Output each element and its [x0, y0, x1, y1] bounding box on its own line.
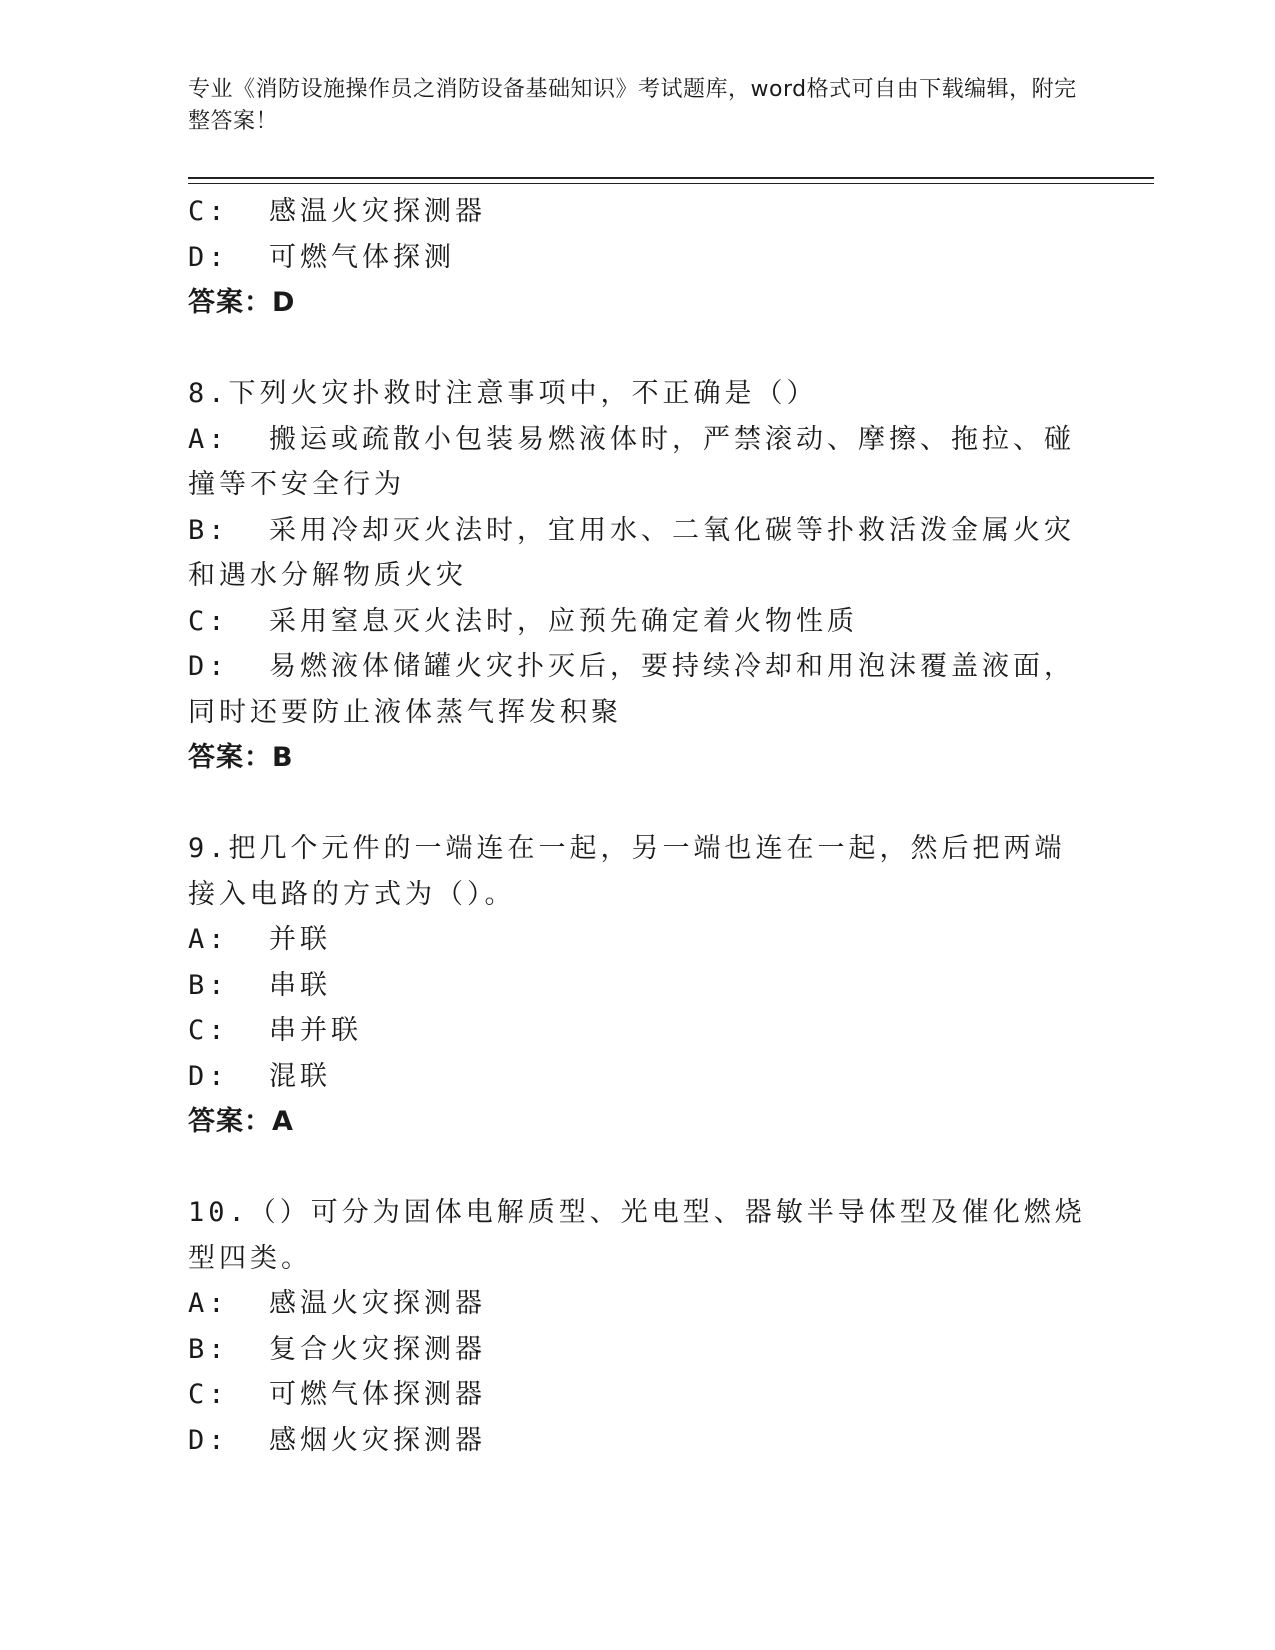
question-9 — [188, 826, 1088, 1145]
option-a: A: 感温火灾探测器 — [188, 1288, 487, 1319]
option-b: B: 串联 — [188, 969, 332, 1001]
option-d: D: 易燃液体储罐火灾扑灭后，要持续冷却和用泡沫覆盖液面，同时还要防止液体蒸气挥发积聚 — [188, 651, 1076, 728]
option-d: D: 感烟火灾探测器 — [188, 1424, 487, 1456]
option-c: C: 采用窒息灭火法时，应预先确定着火物性质 — [188, 605, 859, 637]
question-stem: 9.把几个元件的一端连在一起，另一端也连在一起，然后把两端接入电路的方式为（）。 — [188, 833, 1066, 910]
option-b: B: 采用冷却灭火法时，宜用水、二氧化碳等扑救活泼金属火灾和遇水分解物质火灾 — [188, 514, 1076, 591]
option-a: A: 搬运或疏散小包装易燃液体时，严禁滚动、摩擦、拖拉、碰撞等不安全行为 — [188, 423, 1076, 500]
option-b: B: 复合火灾探测器 — [188, 1333, 487, 1365]
question-stem: 8.下列火灾扑救时注意事项中，不正确是（） — [188, 378, 818, 409]
question-8 — [188, 371, 1088, 781]
option-c: C: 可燃气体探测器 — [188, 1379, 487, 1410]
answer: 答案：A — [188, 1106, 294, 1137]
answer: 答案：B — [188, 742, 294, 773]
carryover-block — [188, 189, 1088, 326]
option-a: A: 并联 — [188, 924, 332, 955]
option-c: C: 串并联 — [188, 1015, 363, 1046]
question-stem: 10.（）可分为固体电解质型、光电型、器敏半导体型及催化燃烧型四类。 — [188, 1197, 1086, 1274]
page-header: 专业《消防设施操作员之消防设备基础知识》考试题库，word格式可自由下载编辑，附完整答案！ — [188, 77, 1077, 134]
option-c: C: 感温火灾探测器 — [188, 196, 487, 227]
question-list — [188, 189, 1088, 1463]
header-rule-thick — [188, 177, 1154, 179]
answer: 答案：D — [188, 287, 296, 318]
question-10 — [188, 1190, 1088, 1463]
option-d: D: 混联 — [188, 1060, 332, 1092]
option-d: D: 可燃气体探测 — [188, 241, 456, 273]
header-rule-thin — [188, 183, 1154, 184]
